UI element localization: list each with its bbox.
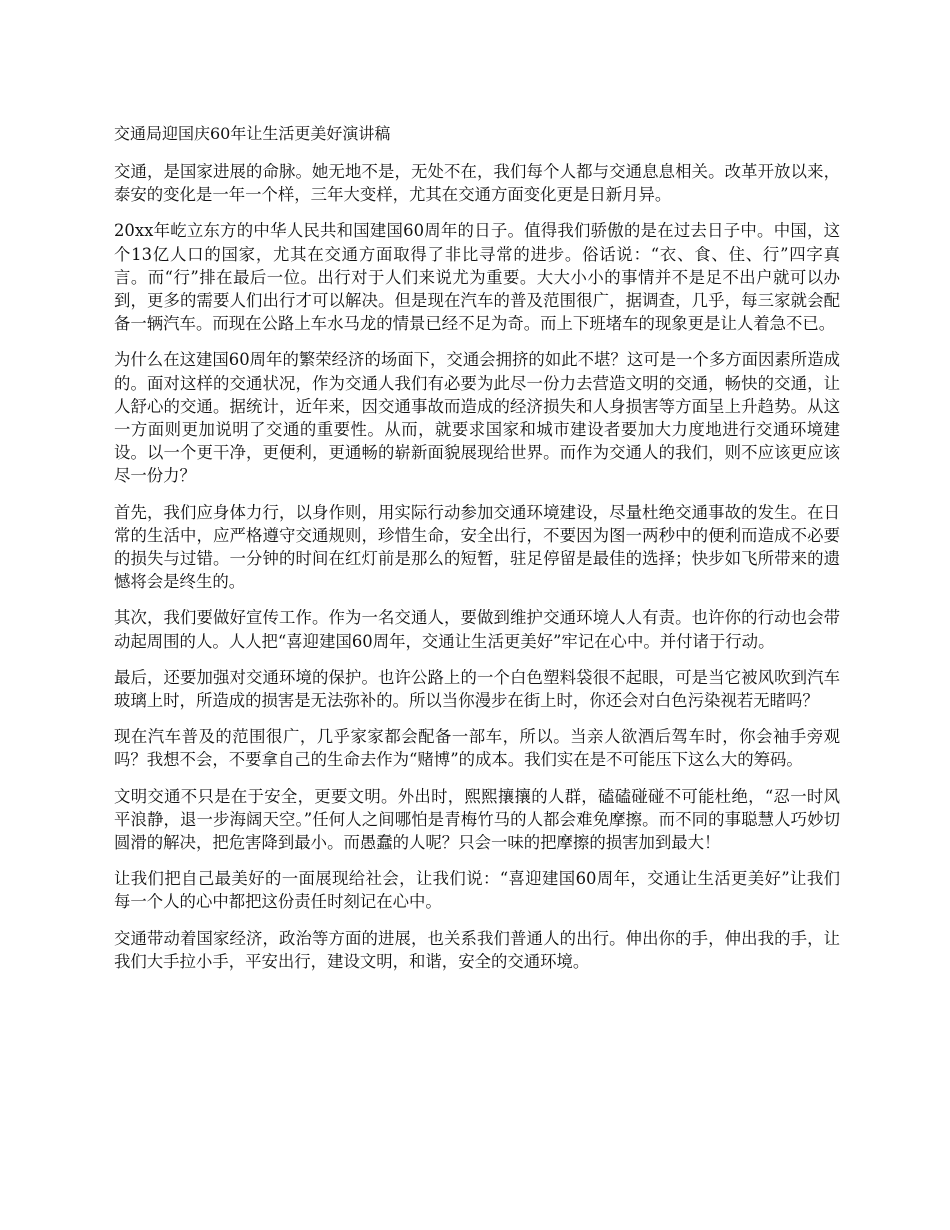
document-title: 交通局迎国庆60年让生活更美好演讲稿 bbox=[114, 124, 391, 143]
paragraph-2: 20xx年屹立东方的中华人民共和国建国60周年的日子。值得我们骄傲的是在过去日子中。中国，这个13亿人口的国家，尤其在交通方面取得了非比寻常的进步。俗话说：“衣、食、住、行”四字真言。而“行”排在最后一位。出行对于人们来说尤为重要。大大小小的事情并不是足不出户就可以办到，更多的需要人们出行才可以解决。但是现在汽车的普及范围很广，据调查，几乎，每三家就会配备一辆汽车。而现在公路上车水马龙的情景已经不足为奇。而上下班堵车的现象更是让人着急不已。 bbox=[114, 221, 840, 334]
paragraph-5: 其次，我们要做好宣传工作。作为一名交通人，要做到维护交通环境人人有责。也许你的行动也会带动起周围的人。人人把“喜迎建国60周年，交通让生活更美好”牢记在心中。并付诸于行动。 bbox=[114, 608, 840, 651]
paragraph-9: 让我们把自己最美好的一面展现给社会，让我们说：“喜迎建国60周年，交通让生活更美好”让我们每一个人的心中都把这份责任时刻记在心中。 bbox=[114, 869, 840, 912]
document-page bbox=[114, 122, 840, 986]
paragraph-6: 最后，还要加强对交通环境的保护。也许公路上的一个白色塑料袋很不起眼，可是当它被风吹到汽车玻璃上时，所造成的损害是无法弥补的。所以当你漫步在街上时，你还会对白色污染视若无睹吗？ bbox=[114, 667, 840, 711]
paragraph-7: 现在汽车普及的范围很广，几乎家家都会配备一部车，所以。当亲人欲酒后驾车时，你会袖手旁观吗？我想不会，不要拿自己的生命去作为“赌博”的成本。我们实在是不可能压下这么大的筹码。 bbox=[114, 727, 840, 770]
paragraph-1: 交通，是国家进展的命脉。她无地不是，无处不在，我们每个人都与交通息息相关。改革开放以来，泰安的变化是一年一个样，三年大变样，尤其在交通方面变化更是日新月异。 bbox=[114, 162, 840, 205]
paragraph-10: 交通带动着国家经济，政治等方面的进展，也关系我们普通人的出行。伸出你的手，伸出我的手，让我们大手拉小手，平安出行，建设文明，和谐，安全的交通环境。 bbox=[114, 928, 840, 971]
paragraph-4: 首先，我们应身体力行，以身作则，用实际行动参加交通环境建设，尽量杜绝交通事故的发生。在日常的生活中，应严格遵守交通规则，珍惜生命，安全出行，不要因为图一两秒中的便利而造成不必要的损失与过错。一分钟的时间在红灯前是那么的短暂，驻足停留是最佳的选择；快步如飞所带来的遗憾将会是终生的。 bbox=[114, 502, 840, 592]
paragraph-3: 为什么在这建国60周年的繁荣经济的场面下，交通会拥挤的如此不堪？这可是一个多方面因素所造成的。面对这样的交通状况，作为交通人我们有必要为此尽一份力去营造文明的交通，畅快的交通，让人舒心的交通。据统计，近年来，因交通事故而造成的经济损失和人身损害等方面呈上升趋势。从这一方面则更加说明了交通的重要性。从而，就要求国家和城市建设者要加大力度地进行交通环境建设。以一个更干净，更便利，更通畅的崭新面貌展现给世界。而作为交通人的我们，则不应该更应该尽一份力？ bbox=[114, 350, 840, 486]
paragraph-8: 文明交通不只是在于安全，更要文明。外出时，熙熙攘攘的人群，磕磕碰碰不可能杜绝，“忍一时风平浪静，退一步海阔天空。”任何人之间哪怕是青梅竹马的人都会难免摩擦。而不同的事聪慧人巧妙切圆滑的解决，把危害降到最小。而愚蠢的人呢？只会一味的把摩擦的损害加到最大！ bbox=[114, 786, 840, 853]
